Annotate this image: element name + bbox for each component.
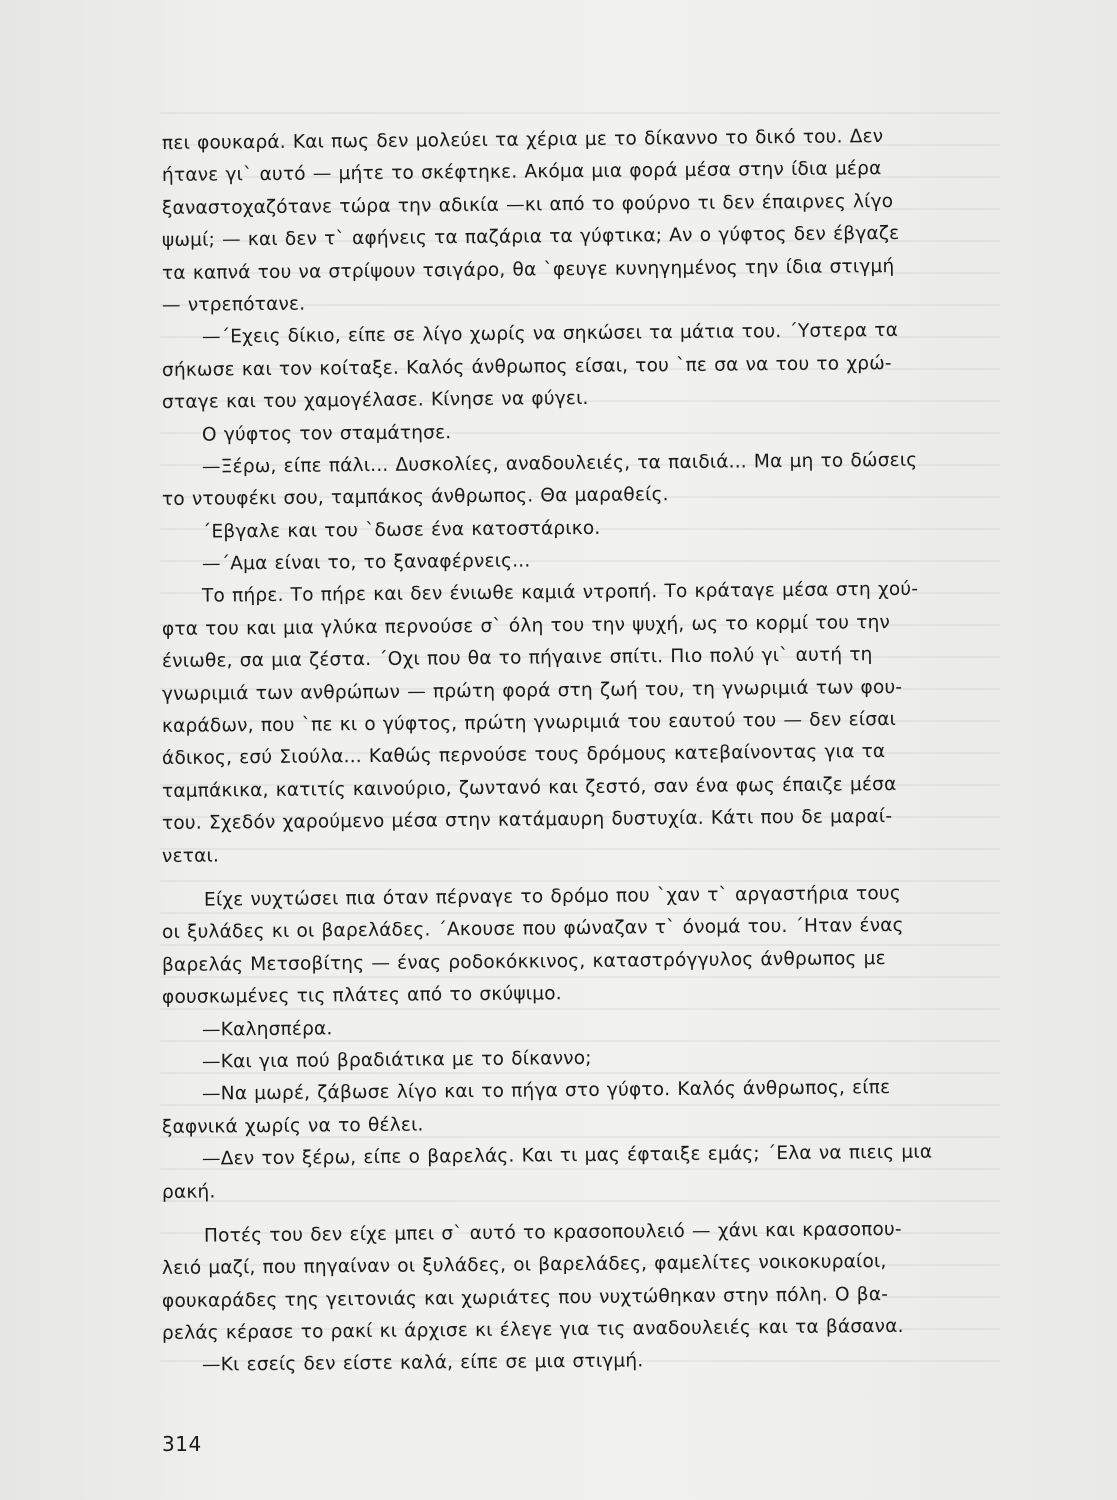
body-text — [162, 128, 1002, 1383]
text-line: ταμπάκικα, κατιτίς καινούριο, ζωντανό και ζεστό, σαν ένα φως έπαιζε μέσα — [161, 773, 897, 802]
text-line: —΄Αμα είναι το, το ξαναφέρνεις... — [201, 550, 531, 575]
text-line: λειό μαζί, που πηγαίναν οι ξυλάδες, οι βαρελάδες, φαμελίτες νοικοκυραίοι, — [161, 1251, 887, 1280]
text-line: φουκαράδες της γειτονιάς και χωριάτες που νυχτώθηκαν στην πόλη. Ο βα- — [161, 1283, 889, 1312]
text-line: Ποτές του δεν είχε μπει σ` αυτό το κρασοπουλειό — χάνι και κρασοπου- — [203, 1218, 902, 1247]
text-line: —Και για πού βραδιάτικα με το δίκαννο; — [201, 1047, 592, 1073]
text-line: —Κι εσείς δεν είστε καλά, είπε σε μια στιγμή. — [201, 1350, 644, 1377]
text-line: γνωριμιά των ανθρώπων — πρώτη φορά στη ζωή του, τη γνωριμιά των φου- — [161, 676, 903, 705]
text-line: του. Σχεδόν χαρούμενο μέσα στην κατάμαυρη δυστυχία. Κάτι που δε μαραί- — [161, 806, 893, 835]
text-line: — ντρεπότανε. — [161, 293, 306, 316]
text-line: —Καλησπέρα. — [201, 1017, 333, 1041]
text-line: —Δεν τον ξέρω, είπε ο βαρελάς. Και τι μας έφταιξε εμάς; ΄Ελα να πιεις μια — [201, 1141, 933, 1170]
page-number: 314 — [162, 1432, 202, 1456]
text-line: ψωμί; — και δεν τ` αφήνεις τα παζάρια τα γύφτικα; Αν ο γύφτος δεν έβγαζε — [161, 223, 900, 252]
text-line: σήκωσε και τον κοίταξε. Καλός άνθρωπος είσαι, του `πε σα να του το χρώ- — [161, 352, 892, 381]
text-line: Ο γύφτος τον σταμάτησε. — [201, 421, 452, 446]
text-line: φτα του και μια γλύκα περνούσε σ` όλη του την ψυχή, ως το κορμί του την — [161, 611, 891, 640]
text-line: ξαναστοχαζότανε τώρα την αδικία —κι από το φούρνο τι δεν έπαιρνες λίγο — [161, 190, 894, 219]
text-line: ρακή. — [161, 1180, 216, 1203]
text-line: σταγε και του χαμογέλασε. Κίνησε να φύγει. — [161, 388, 589, 414]
text-line: ένιωθε, σα μια ζέστα. ΄Οχι που θα το πήγαινε σπίτι. Πιο πολύ γι` αυτή τη — [161, 644, 873, 673]
text-line: άδικος, εσύ Σιούλα... Καθώς περνούσε τους δρόμους κατεβαίνοντας για τα — [161, 741, 886, 770]
text-line: ήτανε γι` αυτό — μήτε το σκέφτηκε. Ακόμα μια φορά μέσα στην ίδια μέρα — [161, 158, 882, 187]
text-line: ρελάς κέρασε το ρακί κι άρχισε κι έλεγε για τις αναδουλειές και τα βάσανα. — [161, 1315, 904, 1345]
text-line: φουσκωμένες τις πλάτες από το σκύψιμο. — [161, 983, 562, 1009]
text-line: τα καπνά του να στρίψουν τσιγάρο, θα `φευγε κυνηγημένος την ίδια στιγμή — [161, 255, 895, 284]
text-line: καράδων, που `πε κι ο γύφτος, πρώτη γνωριμιά του εαυτού του — δεν είσαι — [161, 708, 897, 738]
text-line: πει φουκαρά. Και πως δεν μολεύει τα χέρια με το δίκαννο το δικό του. Δεν — [161, 126, 884, 154]
text-line: —Ξέρω, είπε πάλι... Δυσκολίες, αναδουλειές, τα παιδιά... Μα μη το δώσεις — [201, 449, 918, 478]
text-line: Είχε νυχτώσει πια όταν πέρναγε το δρόμο που `χαν τ` αργαστήρια τους — [203, 882, 901, 911]
text-line: βαρελάς Μετσοβίτης — ένας ροδοκόκκινος, καταστρόγγυλος άνθρωπος με — [161, 947, 886, 976]
text-line: —΄Εχεις δίκιο, είπε σε λίγο χωρίς να σηκώσει τα μάτια του. ΄Υστερα τα — [201, 320, 899, 348]
text-line: —Να μωρέ, ζάβωσε λίγο και το πήγα στο γύφτο. Καλός άνθρωπος, είπε — [201, 1077, 891, 1105]
text-line: οι ξυλάδες κι οι βαρελάδες. ΄Ακουσε που φώναζαν τ` όνομά του. ΄Ηταν ένας — [161, 915, 904, 944]
text-line: ξαφνικά χωρίς να το θέλει. — [161, 1114, 424, 1138]
text-line: νεται. — [161, 845, 220, 867]
text-line: το ντουφέκι σου, ταμπάκος άνθρωπος. Θα μαραθείς. — [161, 484, 669, 511]
text-line: Το πήρε. Το πήρε και δεν ένιωθε καμιά ντροπή. Το κράταγε μέσα στη χού- — [201, 579, 919, 608]
text-line: ΄Εβγαλε και του `δωσε ένα κατοστάρικο. — [201, 517, 601, 543]
